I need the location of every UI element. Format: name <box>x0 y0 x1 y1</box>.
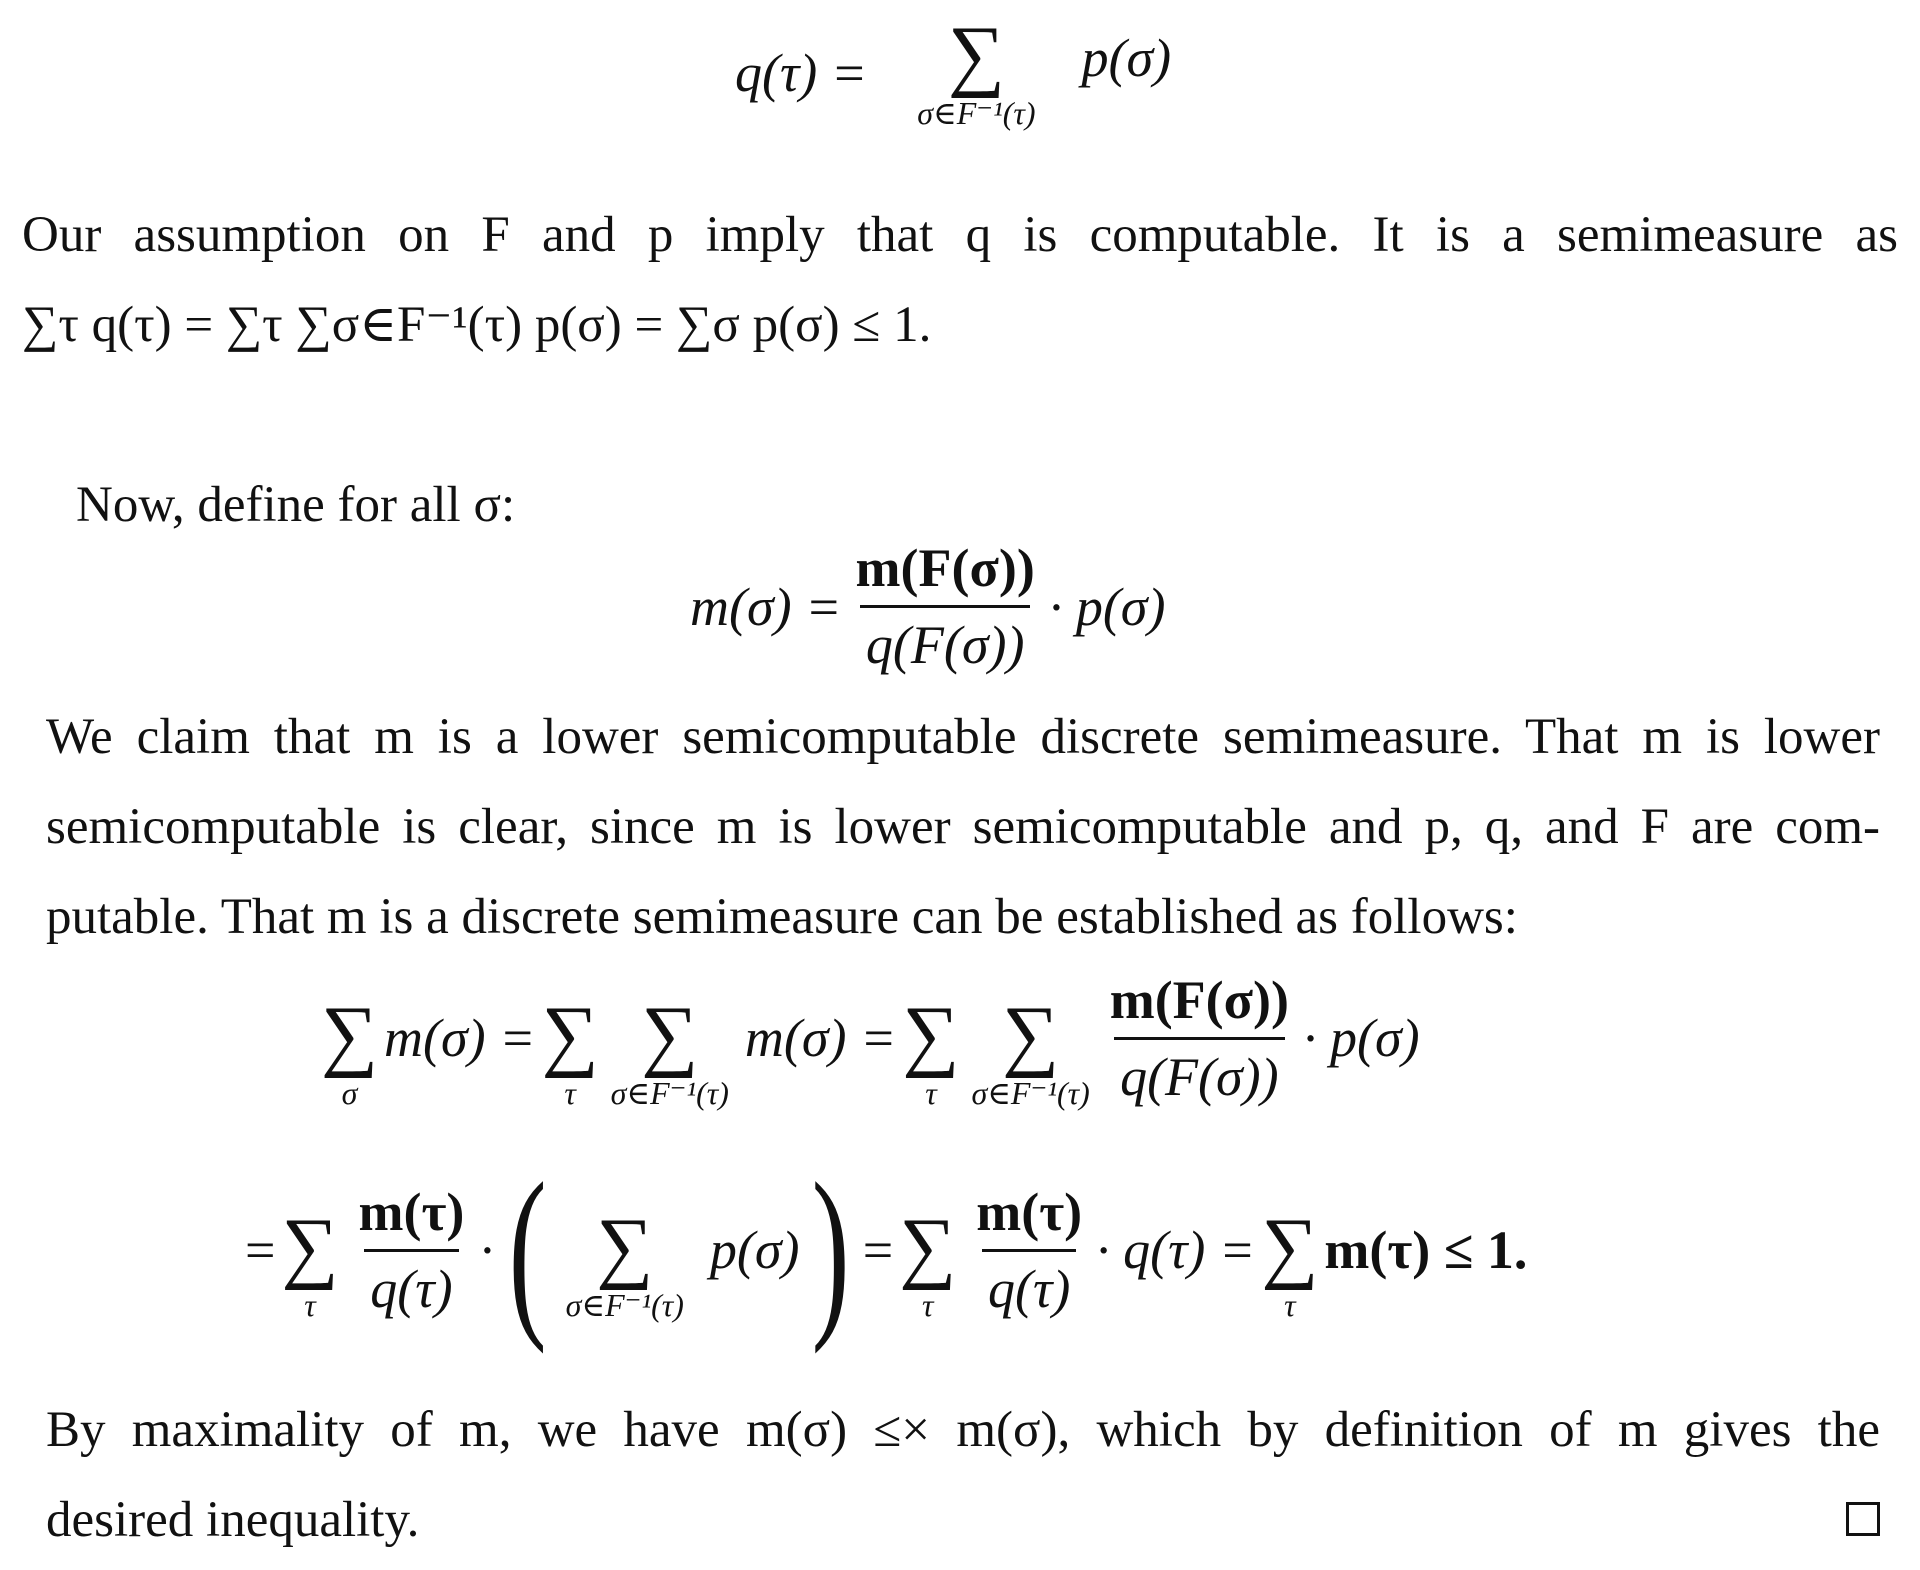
paragraph-computability <box>22 190 1898 280</box>
para3-line3: putable. That m is a discrete semimeasure can be established as follows: <box>46 889 1518 945</box>
eq4-fraction-1 <box>353 1179 471 1322</box>
eq4-term2: · q(τ) = <box>1096 1220 1256 1280</box>
eq4-fraction-2 <box>970 1179 1088 1322</box>
eq3-term2: m(σ) = <box>744 1008 897 1068</box>
eq2-denominator: q(F(σ)) <box>860 605 1031 678</box>
eq4-denominator-2: q(τ) <box>982 1249 1076 1322</box>
eq3-sub-pre-a: σ∈F⁻¹(τ) <box>610 1075 729 1111</box>
eq2-lhs: m(σ) = <box>690 576 842 637</box>
paragraph-claim-end <box>46 872 1880 962</box>
eq1-sum-subscript: σ∈F⁻¹(τ) <box>917 95 1036 131</box>
eq3-sum-pre-a: ∑ σ∈F⁻¹(τ) <box>610 991 729 1111</box>
eq3-sub-pre-b: σ∈F⁻¹(τ) <box>971 1075 1090 1111</box>
equation-sum-chain-2 <box>245 1145 1528 1355</box>
eq4-sub-tau-a: τ <box>304 1287 316 1323</box>
eq4-numerator-2: m(τ) <box>976 1181 1083 1242</box>
eq3-sum-pre-b: ∑ σ∈F⁻¹(τ) <box>971 991 1090 1111</box>
para2-text: Now, define for all σ: <box>76 477 516 533</box>
eq4-sum-tau-b: ∑ τ <box>899 1203 957 1323</box>
eq4-dot: · <box>478 1220 497 1280</box>
para3-line2: semicomputable is clear, since m is lower semicomputable and p, q, and F are com- <box>46 799 1880 855</box>
para1-line2: ∑τ q(τ) = ∑τ ∑σ∈F⁻¹(τ) p(σ) = ∑σ p(σ) ≤ 1. <box>22 297 932 353</box>
eq2-rhs: · p(σ) <box>1048 576 1166 637</box>
eq1-lhs: q(τ) = <box>735 43 868 103</box>
para4-line2: desired inequality. <box>46 1492 420 1548</box>
eq4-sub-tau-c: τ <box>1284 1287 1296 1323</box>
eq2-fraction <box>850 535 1041 678</box>
eq4-sub-pre: σ∈F⁻¹(τ) <box>565 1287 684 1323</box>
equation-sum-chain-1 <box>315 969 1420 1111</box>
paragraph-maximality <box>46 1385 1880 1475</box>
eq3-sub-tau-b: τ <box>925 1075 937 1111</box>
eq4-term3: m(τ) ≤ 1. <box>1324 1220 1528 1280</box>
equation-q-definition <box>735 11 1172 131</box>
eq4-sum-pre: ∑ σ∈F⁻¹(τ) <box>565 1203 684 1323</box>
eq3-term3: · p(σ) <box>1303 1008 1420 1068</box>
eq3-sub-sigma: σ <box>341 1075 358 1111</box>
eq3-fraction <box>1104 967 1295 1110</box>
eq3-numerator: m(F(σ)) <box>1109 969 1289 1030</box>
para3-line1: We claim that m is a lower semicomputable discrete semimeasure. That m is lower <box>46 709 1880 765</box>
eq4-equals-2: = <box>862 1220 894 1280</box>
eq1-rhs: p(σ) <box>1081 28 1172 88</box>
eq3-sub-tau-a: τ <box>564 1075 576 1111</box>
eq4-sum-tau-c: ∑ τ <box>1261 1203 1319 1323</box>
eq4-inner: p(σ) <box>709 1220 800 1280</box>
paragraph-claim <box>46 692 1880 872</box>
paragraph-conclusion <box>46 1475 1246 1565</box>
eq3-sum-tau-a: ∑ τ <box>541 991 599 1111</box>
eq1-sum: ∑ σ∈F⁻¹(τ) <box>917 11 1036 131</box>
eq2-numerator: m(F(σ)) <box>855 538 1035 598</box>
eq4-sub-tau-b: τ <box>922 1287 934 1323</box>
para1-line1: Our assumption on F and p imply that q is computable. It is a semimeasure as <box>22 207 1898 263</box>
eq3-term1: m(σ) = <box>384 1008 536 1068</box>
eq4-denominator-1: q(τ) <box>364 1249 458 1322</box>
eq4-right-paren: ) <box>812 1145 851 1355</box>
eq4-sum-tau-a: ∑ τ <box>281 1203 339 1323</box>
qed-square-icon <box>1846 1502 1880 1536</box>
eq4-left-paren: ( <box>508 1145 547 1355</box>
equation-m-definition <box>690 535 1165 678</box>
para4-line1: By maximality of m, we have m(σ) ≤× m(σ), which by definition of m gives the <box>46 1402 1880 1458</box>
eq4-equals: = <box>245 1220 276 1280</box>
eq3-denominator: q(F(σ)) <box>1114 1037 1285 1110</box>
paragraph-semimeasure-sum <box>22 280 1898 370</box>
eq4-numerator-1: m(τ) <box>358 1181 465 1242</box>
eq3-sum-sigma: ∑ σ <box>321 991 379 1111</box>
eq3-sum-tau-b: ∑ τ <box>902 991 960 1111</box>
